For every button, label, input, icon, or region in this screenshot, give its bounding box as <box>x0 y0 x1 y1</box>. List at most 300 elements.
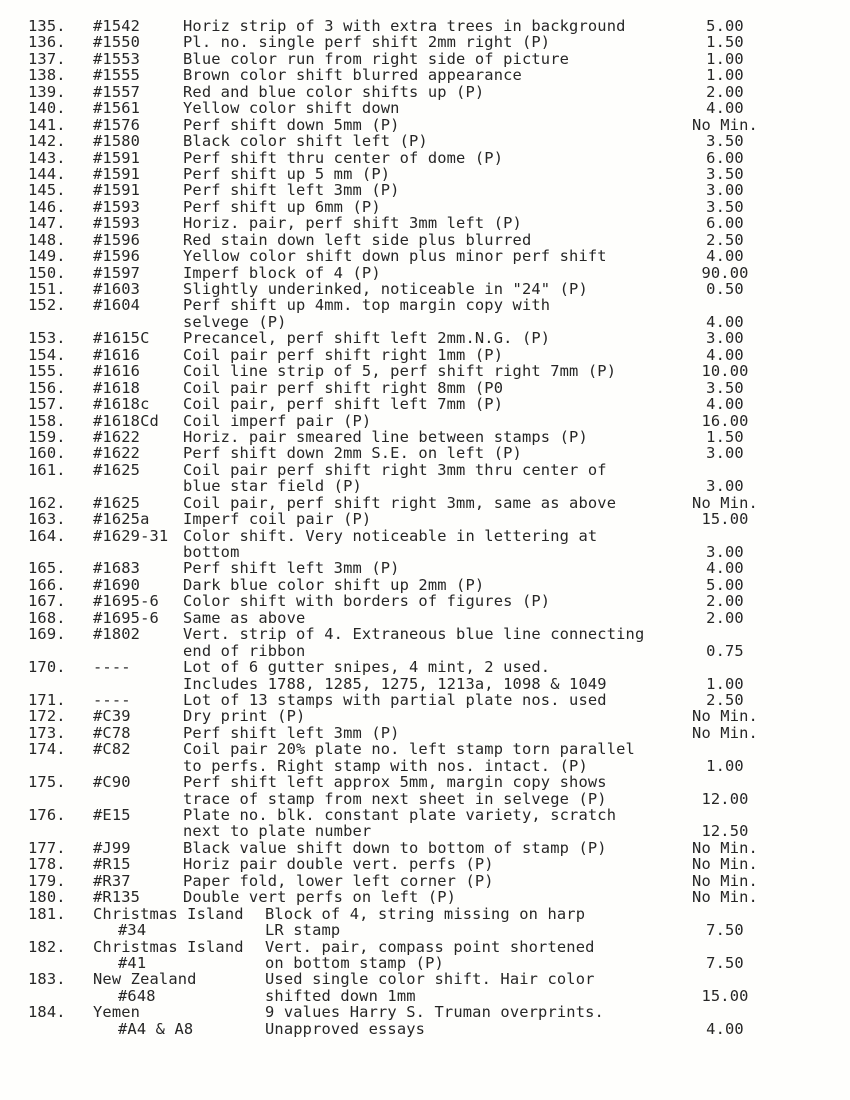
lot-entry <box>0 413 850 429</box>
lot-description: trace of stamp from next sheet in selvege (P) <box>183 789 607 808</box>
lot-description: Dark blue color shift up 2mm (P) <box>183 575 485 594</box>
catalog-number: #1616 <box>93 345 141 364</box>
lot-line <box>0 610 850 626</box>
lot-entry <box>0 51 850 67</box>
lot-price: 3.00 <box>706 329 744 348</box>
lot-number: 165. <box>28 559 66 578</box>
lot-line <box>0 708 850 724</box>
lot-entry <box>0 1004 850 1037</box>
catalog-number: #1555 <box>93 66 141 85</box>
lot-description: Perf shift left 3mm (P) <box>183 723 400 742</box>
lot-line <box>0 593 850 609</box>
lot-entry <box>0 511 850 527</box>
catalog-number-secondary: #34 <box>118 921 147 940</box>
catalog-number: #1683 <box>93 559 141 578</box>
lot-line <box>0 429 850 445</box>
lot-line <box>0 133 850 149</box>
catalog-number: #1550 <box>93 33 141 52</box>
lot-entry <box>0 873 850 889</box>
lot-line <box>0 297 850 313</box>
lot-description: next to plate number <box>183 822 372 841</box>
lot-line <box>0 840 850 856</box>
lot-description: Perf shift up 6mm (P) <box>183 197 381 216</box>
catalog-number: #1695-6 <box>93 608 159 627</box>
catalog-number: #C78 <box>93 723 131 742</box>
lot-number: 141. <box>28 115 66 134</box>
lot-number: 162. <box>28 493 66 512</box>
catalog-number: #1603 <box>93 280 141 298</box>
lot-line <box>0 18 850 34</box>
lot-line <box>0 906 850 922</box>
lot-number: 180. <box>28 888 66 907</box>
lot-line <box>0 1021 850 1037</box>
lot-entry <box>0 659 850 692</box>
lot-description: Double vert perfs on left (P) <box>183 888 457 907</box>
lot-number: 142. <box>28 132 66 151</box>
lot-description: 9 values Harry S. Truman overprints. <box>265 1003 604 1022</box>
lot-line <box>0 67 850 83</box>
lot-line <box>0 741 850 757</box>
catalog-number: Christmas Island <box>93 904 244 923</box>
lot-price: 7.50 <box>706 953 744 972</box>
lot-description: Coil pair, perf shift right 3mm, same as above <box>183 493 617 512</box>
lot-description: end of ribbon <box>183 641 306 660</box>
lot-price: No Min. <box>692 707 758 726</box>
catalog-number: #1591 <box>93 148 141 167</box>
catalog-number: #1596 <box>93 230 141 249</box>
lot-line <box>0 347 850 363</box>
lot-description: Yellow color shift down <box>183 99 400 118</box>
lot-line <box>0 544 850 560</box>
lot-number: 169. <box>28 625 66 644</box>
lot-price: 2.50 <box>706 690 744 709</box>
lot-price: 2.50 <box>706 230 744 249</box>
lot-entry <box>0 281 850 297</box>
lot-line <box>0 34 850 50</box>
lot-entry <box>0 939 850 972</box>
catalog-number: #1597 <box>93 263 141 282</box>
lot-price: 3.00 <box>706 543 744 561</box>
lot-description: Imperf coil pair (P) <box>183 510 372 529</box>
catalog-number: #1615C <box>93 329 150 348</box>
lot-number: 179. <box>28 871 66 890</box>
catalog-number: Yemen <box>93 1003 141 1022</box>
lot-description: Color shift with borders of figures (P) <box>183 592 551 611</box>
lot-line <box>0 823 850 839</box>
lot-number: 140. <box>28 99 66 118</box>
lot-price: No Min. <box>692 838 758 857</box>
catalog-number: #1625 <box>93 493 141 512</box>
lot-line <box>0 215 850 231</box>
lot-number: 144. <box>28 164 66 183</box>
lot-number: 148. <box>28 230 66 249</box>
lot-number: 174. <box>28 740 66 759</box>
lot-entry <box>0 807 850 840</box>
lot-description: Perf shift up 5 mm (P) <box>183 164 391 183</box>
lot-price: 1.00 <box>706 66 744 85</box>
lot-entry <box>0 199 850 215</box>
lot-number: 155. <box>28 362 66 381</box>
lot-entry <box>0 610 850 626</box>
catalog-number: #1625 <box>93 460 141 479</box>
lot-description: Red and blue color shifts up (P) <box>183 82 485 101</box>
lot-number: 135. <box>28 17 66 35</box>
lot-price: No Min. <box>692 871 758 890</box>
lot-entry <box>0 215 850 231</box>
lot-price: 6.00 <box>706 148 744 167</box>
lot-description: Includes 1788, 1285, 1275, 1213a, 1098 & 1049 <box>183 674 607 693</box>
lot-price: No Min. <box>692 723 758 742</box>
lot-entry <box>0 774 850 807</box>
lot-entry <box>0 971 850 1004</box>
lot-line <box>0 265 850 281</box>
catalog-number: #C39 <box>93 707 131 726</box>
catalog-number-secondary: #41 <box>118 953 147 972</box>
lot-description: Coil pair perf shift right 3mm thru center of <box>183 460 607 479</box>
catalog-number: #1557 <box>93 82 141 101</box>
lot-line <box>0 922 850 938</box>
lot-line <box>0 626 850 642</box>
lot-description: Same as above <box>183 608 306 627</box>
lot-price: 5.00 <box>706 575 744 594</box>
lot-number: 168. <box>28 608 66 627</box>
lot-price: 4.00 <box>706 559 744 578</box>
lot-number: 153. <box>28 329 66 348</box>
lot-description: Horiz strip of 3 with extra trees in background <box>183 17 626 35</box>
lot-number: 151. <box>28 280 66 298</box>
lot-description: Horiz. pair smeared line between stamps (P) <box>183 427 588 446</box>
lot-price: 90.00 <box>701 263 749 282</box>
lot-number: 150. <box>28 263 66 282</box>
lot-line <box>0 528 850 544</box>
lot-price: 4.00 <box>706 312 744 331</box>
lot-description: LR stamp <box>265 921 341 940</box>
lot-price: No Min. <box>692 888 758 907</box>
lot-price: 2.00 <box>706 592 744 611</box>
lot-description: Black value shift down to bottom of stamp (P) <box>183 838 607 857</box>
lot-entry <box>0 396 850 412</box>
catalog-number: #R37 <box>93 871 131 890</box>
lot-number: 177. <box>28 838 66 857</box>
lot-number: 138. <box>28 66 66 85</box>
lot-number: 156. <box>28 378 66 397</box>
lot-description: Slightly underinked, noticeable in "24" (P) <box>183 280 588 298</box>
lot-line <box>0 807 850 823</box>
lot-description: Lot of 13 stamps with partial plate nos. used <box>183 690 607 709</box>
lot-number: 147. <box>28 214 66 233</box>
lot-line <box>0 791 850 807</box>
catalog-number: ---- <box>93 690 131 709</box>
lot-number: 163. <box>28 510 66 529</box>
lot-number: 170. <box>28 658 66 677</box>
lot-price: 15.00 <box>701 986 749 1005</box>
lot-line <box>0 363 850 379</box>
lot-entry <box>0 593 850 609</box>
lot-line <box>0 692 850 708</box>
lot-description: Coil line strip of 5, perf shift right 7mm (P) <box>183 362 617 381</box>
lot-description: Coil pair, perf shift left 7mm (P) <box>183 395 504 414</box>
lot-line <box>0 643 850 659</box>
lot-number: 154. <box>28 345 66 364</box>
lot-entry <box>0 692 850 708</box>
lot-description: Pl. no. single perf shift 2mm right (P) <box>183 33 551 52</box>
lot-number: 176. <box>28 806 66 824</box>
lot-number: 181. <box>28 904 66 923</box>
catalog-number: #1622 <box>93 427 141 446</box>
lot-entry <box>0 741 850 774</box>
lot-number: 143. <box>28 148 66 167</box>
catalog-number: #1618 <box>93 378 141 397</box>
lot-description: Black color shift left (P) <box>183 132 428 151</box>
lot-description: Coil pair perf shift right 8mm (P0 <box>183 378 504 397</box>
lot-line <box>0 856 850 872</box>
lot-entry <box>0 347 850 363</box>
lot-price: 0.75 <box>706 641 744 660</box>
lot-price: 16.00 <box>701 411 749 430</box>
lot-line <box>0 117 850 133</box>
lot-number: 161. <box>28 460 66 479</box>
lot-description: Perf shift down 5mm (P) <box>183 115 400 134</box>
lot-list <box>0 18 850 1037</box>
lot-price: 3.50 <box>706 164 744 183</box>
catalog-number: #1622 <box>93 444 141 463</box>
catalog-number: #1618Cd <box>93 411 159 430</box>
lot-description: Paper fold, lower left corner (P) <box>183 871 494 890</box>
lot-price: 3.50 <box>706 132 744 151</box>
lot-price: 10.00 <box>701 362 749 381</box>
lot-entry <box>0 117 850 133</box>
lot-price: 15.00 <box>701 510 749 529</box>
lot-description: Horiz. pair, perf shift 3mm left (P) <box>183 214 522 233</box>
lot-line <box>0 281 850 297</box>
lot-line <box>0 314 850 330</box>
catalog-number: #1690 <box>93 575 141 594</box>
lot-line <box>0 971 850 987</box>
lot-price: 1.50 <box>706 33 744 52</box>
lot-line <box>0 396 850 412</box>
lot-description: Red stain down left side plus blurred <box>183 230 532 249</box>
lot-description: Brown color shift blurred appearance <box>183 66 522 85</box>
lot-entry <box>0 708 850 724</box>
lot-price: No Min. <box>692 115 758 134</box>
catalog-number: #1593 <box>93 197 141 216</box>
lot-price: 4.00 <box>706 99 744 118</box>
lot-description: Color shift. Very noticeable in lettering at <box>183 526 598 545</box>
lot-price: 4.00 <box>706 247 744 266</box>
lot-line <box>0 955 850 971</box>
lot-price: 1.00 <box>706 674 744 693</box>
lot-price: 1.00 <box>706 756 744 775</box>
catalog-number: #R135 <box>93 888 141 907</box>
lot-description: Precancel, perf shift left 2mm.N.G. (P) <box>183 329 551 348</box>
lot-line <box>0 199 850 215</box>
catalog-number: #C82 <box>93 740 131 759</box>
lot-entry <box>0 100 850 116</box>
lot-line <box>0 100 850 116</box>
lot-price: 12.50 <box>701 822 749 841</box>
lot-number: 171. <box>28 690 66 709</box>
lot-description: shifted down 1mm <box>265 986 416 1005</box>
lot-number: 160. <box>28 444 66 463</box>
lot-description: Block of 4, string missing on harp <box>265 904 586 923</box>
lot-number: 149. <box>28 247 66 266</box>
lot-price: 3.00 <box>706 477 744 496</box>
lot-entry <box>0 150 850 166</box>
lot-description: Perf shift left 3mm (P) <box>183 181 400 200</box>
lot-entry <box>0 182 850 198</box>
lot-line <box>0 873 850 889</box>
lot-line <box>0 676 850 692</box>
lot-entry <box>0 330 850 346</box>
lot-line <box>0 725 850 741</box>
catalog-number: #1596 <box>93 247 141 266</box>
lot-line <box>0 511 850 527</box>
catalog-number: #J99 <box>93 838 131 857</box>
lot-entry <box>0 133 850 149</box>
catalog-number-secondary: #648 <box>118 986 156 1005</box>
lot-entry <box>0 445 850 461</box>
lot-description: Perf shift down 2mm S.E. on left (P) <box>183 444 522 463</box>
catalog-number: #1553 <box>93 49 141 68</box>
lot-number: 167. <box>28 592 66 611</box>
lot-price: 5.00 <box>706 17 744 35</box>
lot-line <box>0 51 850 67</box>
lot-entry <box>0 429 850 445</box>
lot-entry <box>0 166 850 182</box>
lot-entry <box>0 528 850 561</box>
lot-price: 1.50 <box>706 427 744 446</box>
catalog-number: #1561 <box>93 99 141 118</box>
catalog-number-secondary: #A4 & A8 <box>118 1019 194 1038</box>
lot-description: Perf shift thru center of dome (P) <box>183 148 504 167</box>
lot-entry <box>0 248 850 264</box>
catalog-number: #1695-6 <box>93 592 159 611</box>
lot-number: 178. <box>28 855 66 874</box>
lot-entry <box>0 495 850 511</box>
lot-line <box>0 659 850 675</box>
lot-line <box>0 84 850 100</box>
lot-line <box>0 495 850 511</box>
lot-number: 152. <box>28 296 66 315</box>
catalog-number: #1580 <box>93 132 141 151</box>
lot-price: 7.50 <box>706 921 744 940</box>
lot-price: 3.00 <box>706 444 744 463</box>
lot-entry <box>0 560 850 576</box>
lot-line <box>0 478 850 494</box>
lot-description: Coil imperf pair (P) <box>183 411 372 430</box>
catalog-number: New Zealand <box>93 970 197 989</box>
lot-number: 166. <box>28 575 66 594</box>
lot-line <box>0 232 850 248</box>
lot-number: 182. <box>28 937 66 956</box>
lot-entry <box>0 725 850 741</box>
lot-price: 3.00 <box>706 181 744 200</box>
lot-description: Horiz pair double vert. perfs (P) <box>183 855 494 874</box>
lot-entry <box>0 380 850 396</box>
lot-line <box>0 330 850 346</box>
lot-number: 173. <box>28 723 66 742</box>
lot-entry <box>0 626 850 659</box>
lot-number: 145. <box>28 181 66 200</box>
catalog-number: #1625a <box>93 510 150 529</box>
lot-line <box>0 380 850 396</box>
lot-price: 4.00 <box>706 395 744 414</box>
lot-number: 157. <box>28 395 66 414</box>
lot-line <box>0 166 850 182</box>
catalog-number: Christmas Island <box>93 937 244 956</box>
lot-line <box>0 445 850 461</box>
catalog-number: #1802 <box>93 625 141 644</box>
catalog-number: ---- <box>93 658 131 677</box>
lot-line <box>0 889 850 905</box>
lot-price: 1.00 <box>706 49 744 68</box>
lot-number: 137. <box>28 49 66 68</box>
lot-entry <box>0 856 850 872</box>
lot-description: Vert. pair, compass point shortened <box>265 937 595 956</box>
lot-price: 3.50 <box>706 197 744 216</box>
lot-price: No Min. <box>692 493 758 512</box>
lot-line <box>0 939 850 955</box>
lot-entry <box>0 18 850 34</box>
lot-price: 6.00 <box>706 214 744 233</box>
lot-price: 4.00 <box>706 345 744 364</box>
lot-entry <box>0 363 850 379</box>
lot-description: bottom <box>183 543 240 561</box>
lot-line <box>0 248 850 264</box>
lot-description: selvege (P) <box>183 312 287 331</box>
lot-description: Coil pair perf shift right 1mm (P) <box>183 345 504 364</box>
lot-number: 158. <box>28 411 66 430</box>
lot-line <box>0 1004 850 1020</box>
lot-entry <box>0 67 850 83</box>
lot-price: No Min. <box>692 855 758 874</box>
lot-description: to perfs. Right stamp with nos. intact. (P) <box>183 756 588 775</box>
lot-number: 164. <box>28 526 66 545</box>
catalog-number: #1629-31 <box>93 526 169 545</box>
lot-line <box>0 774 850 790</box>
lot-entry <box>0 232 850 248</box>
lot-number: 175. <box>28 773 66 792</box>
lot-number: 183. <box>28 970 66 989</box>
lot-line <box>0 758 850 774</box>
lot-description: Yellow color shift down plus minor perf shift <box>183 247 607 266</box>
lot-line <box>0 413 850 429</box>
lot-line <box>0 988 850 1004</box>
lot-description: Perf shift left 3mm (P) <box>183 559 400 578</box>
lot-description: on bottom stamp (P) <box>265 953 444 972</box>
catalog-number: #1593 <box>93 214 141 233</box>
lot-description: Perf shift left approx 5mm, margin copy shows <box>183 773 607 792</box>
lot-description: blue star field (P) <box>183 477 362 496</box>
lot-number: 159. <box>28 427 66 446</box>
catalog-number: #1618c <box>93 395 150 414</box>
lot-description: Perf shift up 4mm. top margin copy with <box>183 296 551 315</box>
lot-entry <box>0 577 850 593</box>
lot-entry <box>0 889 850 905</box>
catalog-number: #1576 <box>93 115 141 134</box>
lot-line <box>0 560 850 576</box>
lot-price: 3.50 <box>706 378 744 397</box>
lot-number: 184. <box>28 1003 66 1022</box>
lot-price: 2.00 <box>706 82 744 101</box>
lot-number: 146. <box>28 197 66 216</box>
lot-description: Imperf block of 4 (P) <box>183 263 381 282</box>
lot-entry <box>0 265 850 281</box>
catalog-number: #R15 <box>93 855 131 874</box>
lot-entry <box>0 906 850 939</box>
lot-number: 139. <box>28 82 66 101</box>
lot-line <box>0 462 850 478</box>
